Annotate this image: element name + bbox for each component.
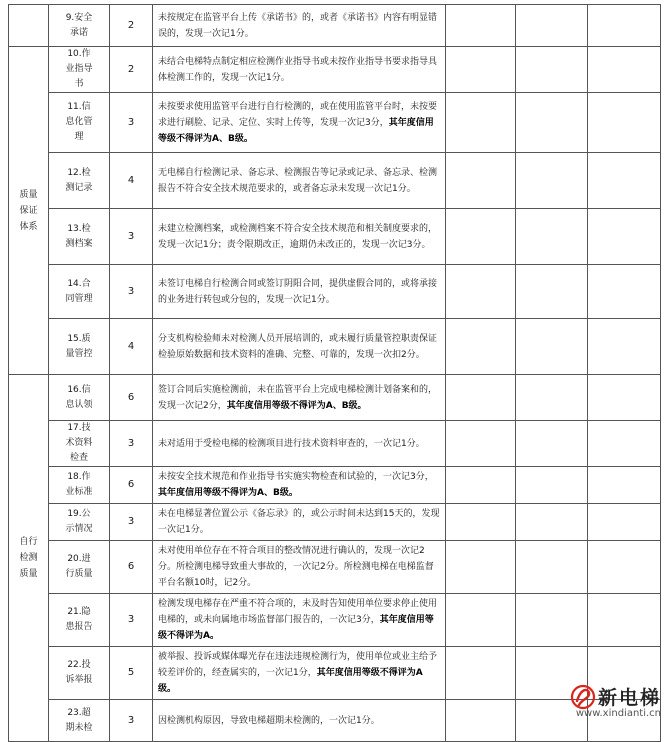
item-cell: 10.作业指导书 bbox=[49, 47, 110, 93]
table-row bbox=[9, 47, 661, 93]
criteria-cell: 未签订电梯自行检测合同或签订阴阳合同，提供虚假合同的，或将承接的业务进行转包或分包的，发现一次记1分。 bbox=[153, 265, 446, 319]
criteria-cell: 未建立检测档案，或检测档案不符合安全技术规范和相关制度要求的，发现一次记1分；责令限期改正，逾期仍未改正的，发现一次记3分。 bbox=[153, 209, 446, 265]
score-cell: 3 bbox=[110, 93, 153, 153]
empty-cell bbox=[588, 153, 661, 209]
empty-cell bbox=[516, 209, 588, 265]
empty-cell bbox=[588, 421, 661, 467]
table-row bbox=[9, 647, 661, 700]
empty-cell bbox=[446, 209, 516, 265]
table-row bbox=[9, 5, 661, 47]
score-cell: 2 bbox=[110, 5, 153, 47]
watermark-name: 新电梯 bbox=[597, 687, 661, 709]
table-row bbox=[9, 209, 661, 265]
item-cell: 20.进行质量 bbox=[49, 541, 110, 594]
item-cell: 13.检测档案 bbox=[49, 209, 110, 265]
category-self-test: 自行检测质量 bbox=[9, 375, 49, 742]
empty-cell bbox=[588, 47, 661, 93]
table-row bbox=[9, 541, 661, 594]
empty-cell bbox=[588, 209, 661, 265]
criteria-cell: 未在电梯显著位置公示《备忘录》的，或公示时间未达到15天的，发现一次记1分。 bbox=[153, 504, 446, 541]
criteria-cell: 未按要求使用监管平台进行自行检测的，或在使用监管平台时，未按要求进行刷脸、记录、定位、实时上传等，发现一次记3分，其年度信用等级不得评为A、B级。 bbox=[153, 93, 446, 153]
criteria-cell: 检测发现电梯存在严重不符合项的，未及时告知使用单位要求停止使用电梯的，或未向属地市场监督部门报告的，一次记3分，其年度信用等级不得评为A。 bbox=[153, 594, 446, 647]
score-cell: 6 bbox=[110, 541, 153, 594]
regulation-table bbox=[8, 4, 661, 742]
table-row bbox=[9, 93, 661, 153]
criteria-cell: 未按安全技术规范和作业指导书实施实物检查和试验的，一次记3分，其年度信用等级不得评为A、B级。 bbox=[153, 467, 446, 504]
score-cell: 6 bbox=[110, 375, 153, 421]
empty-cell bbox=[588, 504, 661, 541]
score-cell: 2 bbox=[110, 47, 153, 93]
item-cell: 14.合同管理 bbox=[49, 265, 110, 319]
table-row bbox=[9, 421, 661, 467]
table-row bbox=[9, 700, 661, 742]
item-cell: 11.信息化管理 bbox=[49, 93, 110, 153]
category-quality: 质量保证体系 bbox=[9, 47, 49, 375]
criteria-cell: 因检测机构原因，导致电梯超期未检测的，一次记1分。 bbox=[153, 700, 446, 742]
empty-cell bbox=[516, 467, 588, 504]
empty-cell bbox=[516, 375, 588, 421]
score-cell: 4 bbox=[110, 153, 153, 209]
empty-cell bbox=[446, 647, 516, 700]
criteria-cell: 未对使用单位存在不符合项目的整改情况进行确认的，发现一次记2分。所检测电梯导致重大事故的，一次记2分。所检测电梯在电梯监督平台名额10时，记2分。 bbox=[153, 541, 446, 594]
empty-cell bbox=[446, 421, 516, 467]
empty-cell bbox=[446, 700, 516, 742]
empty-cell bbox=[588, 319, 661, 375]
table-row bbox=[9, 594, 661, 647]
score-cell: 5 bbox=[110, 647, 153, 700]
empty-cell bbox=[446, 375, 516, 421]
empty-cell bbox=[516, 93, 588, 153]
watermark bbox=[570, 683, 661, 719]
item-cell: 15.质量管控 bbox=[49, 319, 110, 375]
score-cell: 6 bbox=[110, 467, 153, 504]
item-cell: 21.隐患报告 bbox=[49, 594, 110, 647]
empty-cell bbox=[516, 541, 588, 594]
empty-cell bbox=[446, 265, 516, 319]
empty-cell bbox=[516, 47, 588, 93]
empty-cell bbox=[446, 467, 516, 504]
item-cell: 18.作业标准 bbox=[49, 467, 110, 504]
empty-cell bbox=[446, 594, 516, 647]
empty-cell bbox=[446, 153, 516, 209]
brand-logo-icon bbox=[570, 684, 596, 710]
empty-cell bbox=[446, 319, 516, 375]
empty-cell bbox=[446, 93, 516, 153]
empty-cell bbox=[588, 5, 661, 47]
criteria-cell: 签订合同后实施检测前，未在监管平台上完成电梯检测计划备案和的，发现一次记2分，其年度信用等级不得评为A、B级。 bbox=[153, 375, 446, 421]
criteria-cell: 未按规定在监管平台上传《承诺书》的，或者《承诺书》内容有明显错误的，发现一次记1分。 bbox=[153, 5, 446, 47]
criteria-cell: 无电梯自行检测记录、备忘录、检测报告等记录或记录、备忘录、检测报告不符合安全技术规范要求的，或者备忘录未发现一次记1分。 bbox=[153, 153, 446, 209]
criteria-cell: 未对适用于受检电梯的检测项目进行技术资料审查的，一次记1分。 bbox=[153, 421, 446, 467]
score-cell: 4 bbox=[110, 319, 153, 375]
empty-cell bbox=[516, 153, 588, 209]
watermark-url: www.xindianti.cn bbox=[575, 708, 661, 719]
empty-cell bbox=[588, 467, 661, 504]
category-cell bbox=[9, 5, 49, 47]
criteria-cell: 被举报、投诉或媒体曝光存在违法违规检测行为，使用单位或业主给予较差评价的，经查属实的，一次记1分，其年度信用等级不得评为A级。 bbox=[153, 647, 446, 700]
criteria-cell: 未结合电梯特点制定相应检测作业指导书或未按作业指导书要求指导具体检测工作的，发现一次记1分。 bbox=[153, 47, 446, 93]
empty-cell bbox=[588, 541, 661, 594]
score-cell: 3 bbox=[110, 700, 153, 742]
empty-cell bbox=[588, 375, 661, 421]
criteria-cell: 分支机构检验师未对检测人员开展培训的，或未履行质量管控职责保证检验原始数据和技术资料的准确、完整、可靠的，发现一次扣2分。 bbox=[153, 319, 446, 375]
item-cell: 17.技术资料检查 bbox=[49, 421, 110, 467]
empty-cell bbox=[446, 5, 516, 47]
empty-cell bbox=[446, 47, 516, 93]
score-cell: 3 bbox=[110, 209, 153, 265]
item-cell: 22.投诉举报 bbox=[49, 647, 110, 700]
table-row bbox=[9, 467, 661, 504]
score-cell: 3 bbox=[110, 504, 153, 541]
score-cell: 3 bbox=[110, 265, 153, 319]
empty-cell bbox=[446, 541, 516, 594]
empty-cell bbox=[588, 93, 661, 153]
item-cell: 23.超期未检 bbox=[49, 700, 110, 742]
item-cell: 12.检测记录 bbox=[49, 153, 110, 209]
empty-cell bbox=[588, 265, 661, 319]
empty-cell bbox=[588, 594, 661, 647]
table-row bbox=[9, 504, 661, 541]
empty-cell bbox=[516, 594, 588, 647]
empty-cell bbox=[516, 5, 588, 47]
item-cell: 19.公示情况 bbox=[49, 504, 110, 541]
item-cell: 9.安全承诺 bbox=[49, 5, 110, 47]
empty-cell bbox=[516, 265, 588, 319]
empty-cell bbox=[516, 319, 588, 375]
table-row bbox=[9, 375, 661, 421]
empty-cell bbox=[516, 504, 588, 541]
table-row bbox=[9, 319, 661, 375]
item-cell: 16.信息认领 bbox=[49, 375, 110, 421]
empty-cell bbox=[516, 421, 588, 467]
table-row bbox=[9, 153, 661, 209]
score-cell: 3 bbox=[110, 594, 153, 647]
table-row bbox=[9, 265, 661, 319]
score-cell: 3 bbox=[110, 421, 153, 467]
empty-cell bbox=[446, 504, 516, 541]
